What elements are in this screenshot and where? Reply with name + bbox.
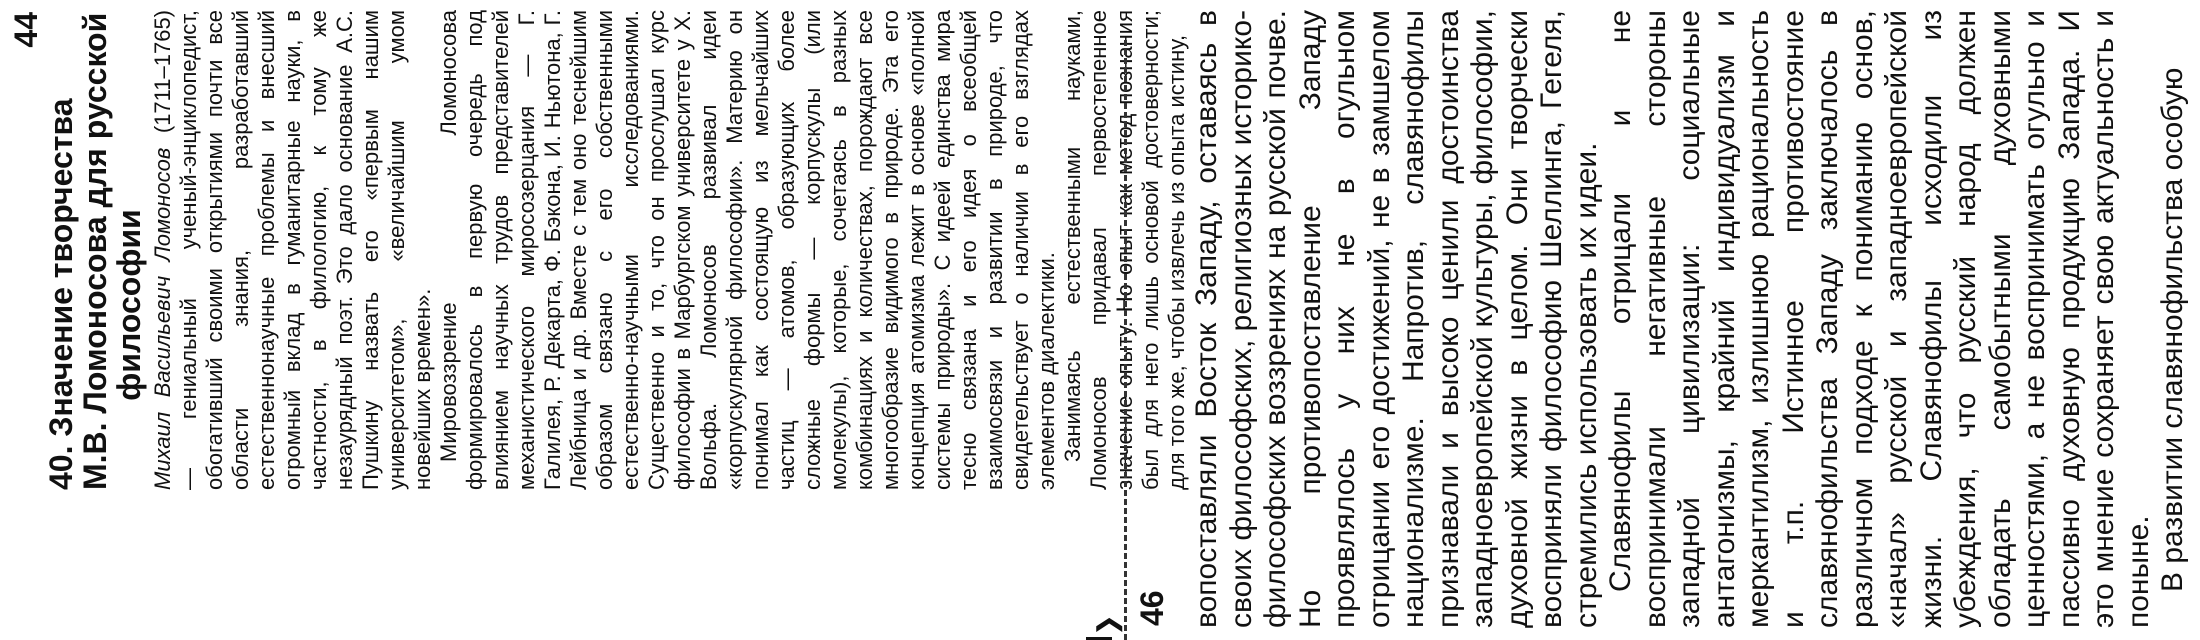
section-heading <box>43 12 147 490</box>
paragraph-text: (1711–1765) — гениальный ученый-энциклопедист, обогативший своими открытиями почти все области знания, разработавший естественнонаучные проблемы и внесший огромный вклад в гуманитарные науки, в частности, в филологию, к тому же незаурядный поэт. Это дало основание А.С. Пушкину назвать его «первым нашим университетом», «величайшим умом новейших времен». <box>150 10 435 490</box>
chevron-right-icon: ❯ <box>1092 614 1122 636</box>
author-name: Михаил Васильевич Ломоносов <box>150 147 175 490</box>
page-number: 44 <box>8 12 44 48</box>
paragraph <box>150 10 436 490</box>
heading-line: М.В. Ломоносова для русской <box>77 12 113 490</box>
page-number: 46 <box>1134 590 1170 626</box>
paragraph: В развитии славянофильства особую <box>2156 67 2189 592</box>
body-text <box>150 10 1189 490</box>
body-text <box>1190 10 2190 628</box>
right-page <box>1120 0 2200 640</box>
heading-line: 40. Значение творчества <box>43 98 79 490</box>
paragraph: Славянофилы отрицали и не воспринимали негативные стороны западной цивилизации: социальные антагонизмы, крайний индивидуализм и меркантилизм, излишнюю рациональность и т.п. Истинное противостояние славянофильства Западу заключалось в различном подходе к пониманию основ, «начал» русской и западноевропейской жизни. Славянофилы исходили из убеждения, что русский народ должен обладать самобытными духовными ценностями, а не воспринимать огульно и пассивно духовную продукцию Запада. И это мнение сохраняет свою актуальность и поныне. <box>1604 10 2155 628</box>
paragraph: Мировоззрение Ломоносова формировалось в первую очередь под влиянием научных трудов представителей механистического миросозерцания — Г. Галилея, Р. Декарта, Ф. Бэкона, И. Ньютона, Г. Лейбница и др. Вместе с тем оно теснейшим образом связано с его собственными естественно-научными исследованиями. Существенно и то, что он прослушал курс философии в Марбургском университете у Х. Вольфа. Ломоносов развивал идеи «корпускулярной философии». Материю он понимал как состоящую из мельчайших частиц — атомов, образующих более сложные формы — корпускулы (или молекулы), которые, сочетаясь в разных комбинациях и количествах, порождают все многообразие видимого в природе. Эта его концепция атомизма лежит в основе «полной системы природы». С идеей единства мира тесно связана и его идея о всеобщей взаимосвязи и развитии в природе, что свидетельствует о наличии в его взглядах элементов диалектики. <box>436 10 1059 490</box>
paragraph: Занимаясь естественными науками, Ломоносов придавал первостепенное значение опыту. Но опыт как метод познания был для него лишь основой достоверности; для того же, чтобы извлечь из опыта истину, <box>1060 10 1189 490</box>
heading-line: философии <box>111 209 147 401</box>
paragraph: вопоставляли Восток Западу, оставаясь в своих философских, религиозных историко-философских воззрениях на русской почве. Но противопоставление Западу проявлялось у них не в огульном отрицании его достижений, не в замшелом национализме. Напротив, славянофилы признавали и высоко ценили достоинства западноевропейской культуры, философии, духовной жизни в целом. Они творчески восприняли философию Шеллинга, Гегеля, стремились использовать их идеи. <box>1190 10 1603 628</box>
